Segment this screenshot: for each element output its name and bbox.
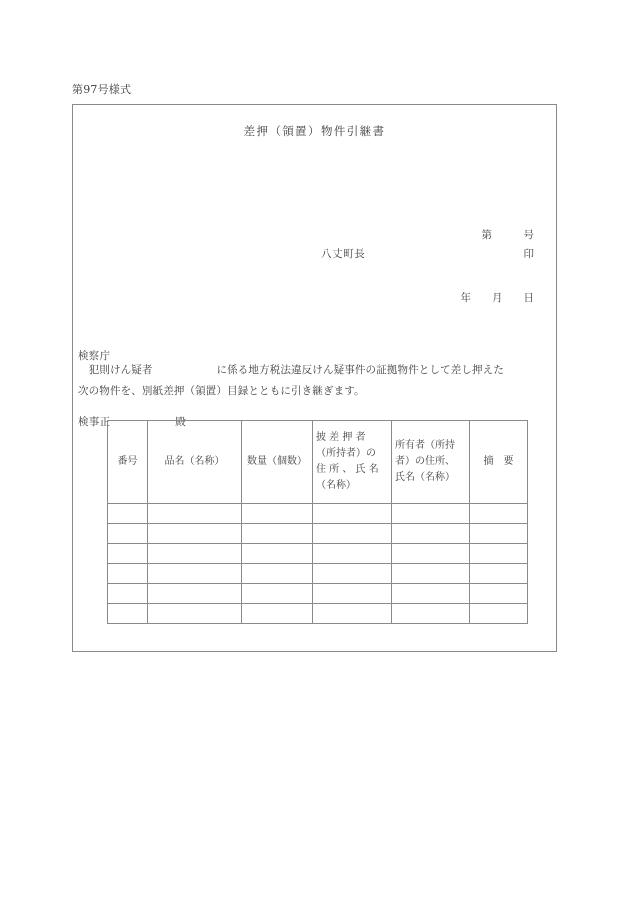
issue-date: 年 月 日 [460,292,534,304]
body-line-2: 次の物件を、別紙差押（領置）目録とともに引き継ぎます。 [78,385,365,397]
table-cell-quantity[interactable] [242,584,313,604]
table-header-row [108,421,528,504]
table-cell-owner[interactable] [392,604,470,624]
table-cell-remarks[interactable] [470,604,528,624]
table-header-line: 披 差 押 者 [316,432,366,443]
table-cell-quantity[interactable] [242,544,313,564]
table-cell-remarks[interactable] [470,524,528,544]
table-cell-item_name[interactable] [148,524,242,544]
table-cell-holder[interactable] [313,604,392,624]
form-number: 第97号様式 [72,83,132,96]
table-cell-item_name[interactable] [148,584,242,604]
table-header-cell-item_name [148,421,242,504]
table-header-line: （名称） [316,480,356,491]
table-cell-item_name[interactable] [148,504,242,524]
table-cell-number[interactable] [108,604,148,624]
table-cell-quantity[interactable] [242,504,313,524]
table-cell-remarks[interactable] [470,544,528,564]
table-cell-quantity[interactable] [242,604,313,624]
table-row [108,504,528,524]
issue-meta-block [461,183,535,351]
page-title: 差押（領置）物件引継書 [243,124,386,138]
table-cell-quantity[interactable] [242,524,313,544]
table-header-label [470,454,527,470]
issuer-name: 八丈町長 [321,248,366,260]
table-cell-number[interactable] [108,544,148,564]
table-cell-owner[interactable] [392,564,470,584]
table-header-line: 数量（個数） [247,456,307,467]
table-row [108,564,528,584]
table-header [108,421,528,504]
table-row [108,604,528,624]
addressee-office: 検察庁 [78,350,111,362]
table-cell-number[interactable] [108,584,148,604]
table-header-line: 品名（名称） [164,456,225,467]
document-frame [72,104,557,652]
table-row [108,544,528,564]
table-header-cell-owner [392,421,470,504]
body-line-1: 犯則けん疑者 に係る地方税法違反けん疑事件の証拠物件として差し押えた [78,364,504,376]
table-cell-item_name[interactable] [148,544,242,564]
table-header-line: 者）の住所、 [395,456,455,467]
table-cell-holder[interactable] [313,544,392,564]
table-cell-quantity[interactable] [242,564,313,584]
table-cell-remarks[interactable] [470,584,528,604]
table-header-label [392,438,469,486]
table-cell-owner[interactable] [392,544,470,564]
table-cell-holder[interactable] [313,524,392,544]
addressee-title: 検事正 殿 [78,416,186,428]
table-header-line: 氏名（名称） [395,472,455,483]
body-paragraph [78,360,538,402]
table-header-line: （所持者）の [316,448,376,459]
seal-mark: 印 [523,248,534,260]
table-cell-owner[interactable] [392,504,470,524]
table-cell-number[interactable] [108,504,148,524]
table-body [108,504,528,624]
table-header-label [148,454,241,470]
table-header-label [242,454,312,470]
table-cell-item_name[interactable] [148,564,242,584]
table-header-line: 所有者（所持 [395,440,455,451]
table-cell-item_name[interactable] [148,604,242,624]
table-row [108,584,528,604]
table-header-line: 摘 要 [483,456,514,467]
table-cell-number[interactable] [108,524,148,544]
table-header-cell-number [108,421,148,504]
table-header-label [108,454,147,470]
seized-items-table [107,420,528,624]
table-cell-holder[interactable] [313,564,392,584]
table-cell-holder[interactable] [313,584,392,604]
table-cell-owner[interactable] [392,524,470,544]
table-header-cell-quantity [242,421,313,504]
table-cell-owner[interactable] [392,584,470,604]
table-header-cell-remarks [470,421,528,504]
table-cell-holder[interactable] [313,504,392,524]
table-cell-number[interactable] [108,564,148,584]
table-header-line: 番号 [117,456,138,467]
table-header-line: 住 所 、 氏 名 [316,464,379,475]
table-header-label [313,430,391,494]
table-cell-remarks[interactable] [470,504,528,524]
table-row [108,524,528,544]
table-header-cell-holder [313,421,392,504]
issue-number: 第 号 [481,229,534,241]
table-cell-remarks[interactable] [470,564,528,584]
